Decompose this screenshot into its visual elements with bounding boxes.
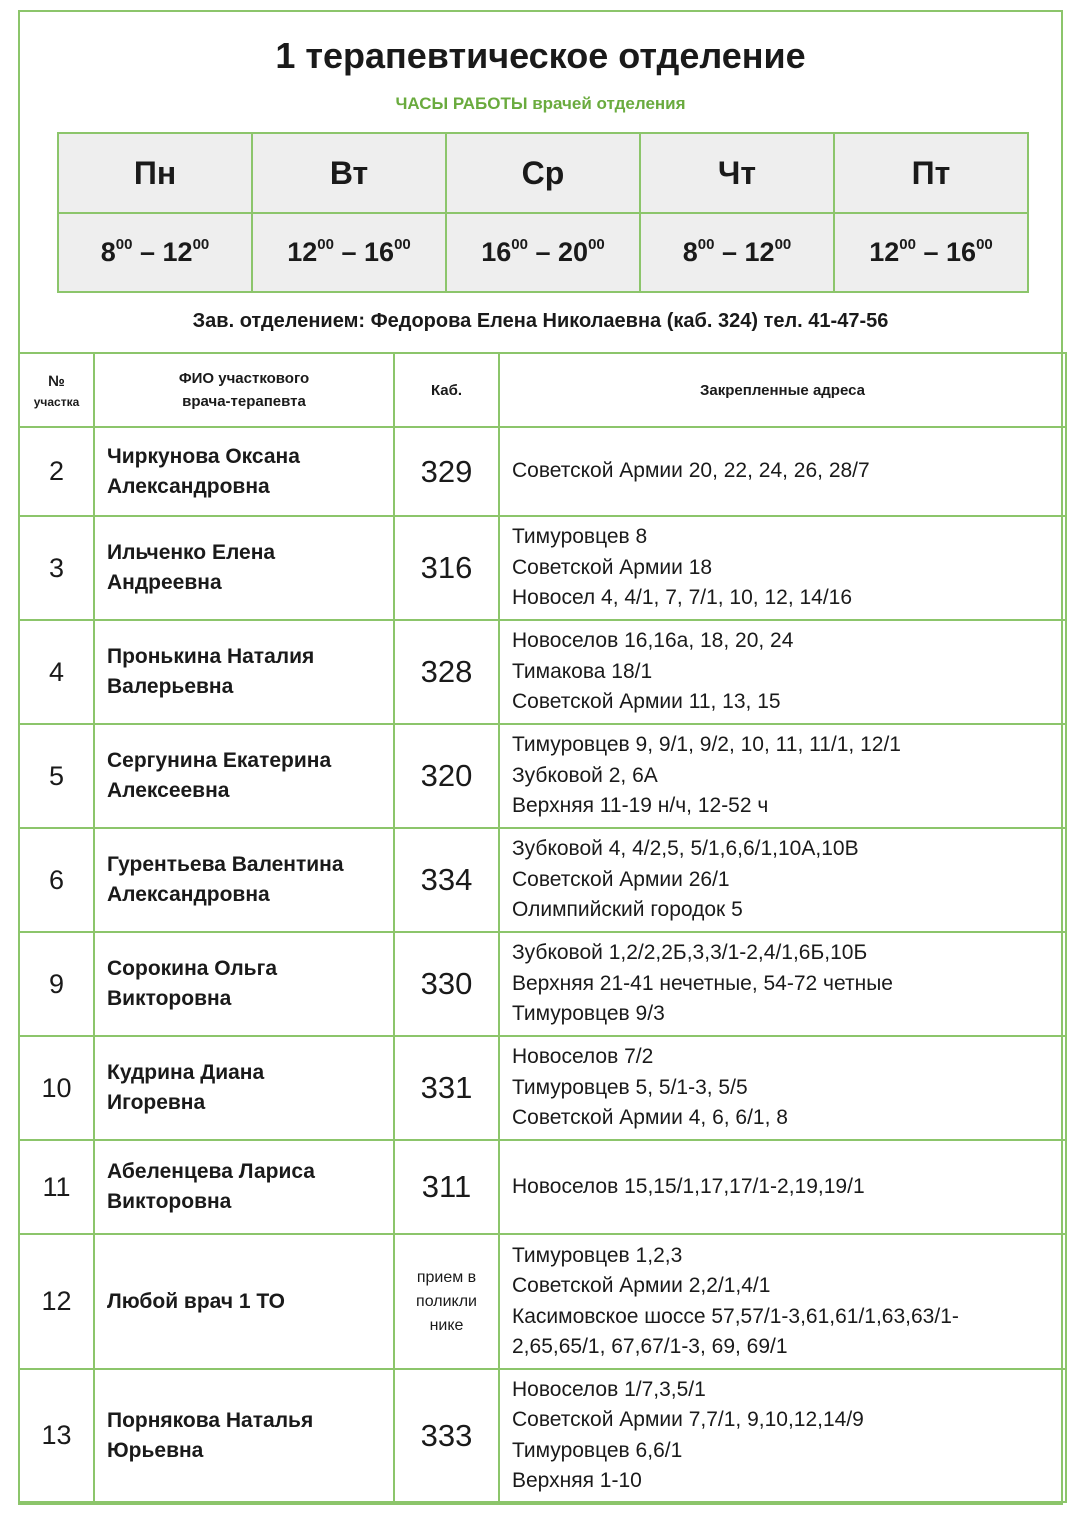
table-row [19,724,1066,828]
cabinet-number: 316 [394,516,499,620]
assigned-addresses: Тимуровцев 1,2,3 Советской Армии 2,2/1,4/1 Касимовское шоссе 57,57/1-3,61,61/1,63,63/1-2,65,65/1, 67,67/1-3, 69, 69/1 [499,1234,1066,1369]
doctor-name: Сергунина Екатерина Алексеевна [94,724,394,828]
page-subtitle: ЧАСЫ РАБОТЫ врачей отделения [395,94,686,113]
days-row [58,133,1028,213]
cabinet-number: 333 [394,1369,499,1502]
table-row [19,427,1066,516]
doctor-name: Абеленцева Лариса Викторовна [94,1140,394,1234]
column-header-num: № участка [19,353,94,427]
table-row [19,620,1066,724]
column-header-addresses: Закрепленные адреса [499,353,1066,427]
table-row [19,1036,1066,1140]
column-header-cab: Каб. [394,353,499,427]
assigned-addresses: Новоселов 15,15/1,17,17/1-2,19,19/1 [499,1140,1066,1234]
time-cell: $12^{00} - 16^{00}$ [252,213,446,292]
district-number: 13 [19,1369,94,1502]
district-number: 9 [19,932,94,1036]
doctor-name: Чиркунова Оксана Александровна [94,427,394,516]
assigned-addresses: Новоселов 1/7,3,5/1 Советской Армии 7,7/1, 9,10,12,14/9 Тимуровцев 6,6/1 Верхняя 1-10 [499,1369,1066,1502]
table-row [19,932,1066,1036]
cabinet-number: 334 [394,828,499,932]
times-row [58,213,1028,292]
cabinet-number: 320 [394,724,499,828]
page-title: 1 терапевтическое отделение [275,35,806,76]
district-number: 12 [19,1234,94,1369]
table-row [19,1140,1066,1234]
doctor-name: Ильченко Елена Андреевна [94,516,394,620]
cabinet-number: 331 [394,1036,499,1140]
time-cell: $16^{00} - 20^{00}$ [446,213,640,292]
cabinet-number: 311 [394,1140,499,1234]
table-row [19,516,1066,620]
doctor-name: Кудрина Диана Игоревна [94,1036,394,1140]
time-cell: $12^{00} - 16^{00}$ [834,213,1028,292]
cabinet-number [394,1234,499,1369]
table-header-row [19,353,1066,427]
table-row [19,1369,1066,1502]
doctor-name: Гурентьева Валентина Александровна [94,828,394,932]
assigned-addresses: Тимуровцев 9, 9/1, 9/2, 10, 11, 11/1, 12/1 Зубковой 2, 6А Верхняя 11-19 н/ч, 12-52 ч [499,724,1066,828]
doctor-name: Сорокина Ольга Викторовна [94,932,394,1036]
page-frame [18,10,1063,1505]
day-cell: Чт [640,133,834,213]
district-number: 4 [19,620,94,724]
district-number: 11 [19,1140,94,1234]
assigned-addresses: Новоселов 16,16а, 18, 20, 24 Тимакова 18/1 Советской Армии 11, 13, 15 [499,620,1066,724]
district-number: 10 [19,1036,94,1140]
district-number: 3 [19,516,94,620]
time-cell: $8^{00} - 12^{00}$ [58,213,252,292]
day-cell: Вт [252,133,446,213]
table-row [19,828,1066,932]
district-number: 5 [19,724,94,828]
cabinet-number: 330 [394,932,499,1036]
district-number: 2 [19,427,94,516]
table-row [19,1234,1066,1369]
time-cell: $8^{00} - 12^{00}$ [640,213,834,292]
assigned-addresses: Советской Армии 20, 22, 24, 26, 28/7 [499,427,1066,516]
assigned-addresses: Тимуровцев 8 Советской Армии 18 Новосел 4, 4/1, 7, 7/1, 10, 12, 14/16 [499,516,1066,620]
assigned-addresses: Новоселов 7/2 Тимуровцев 5, 5/1-3, 5/5 Советской Армии 4, 6, 6/1, 8 [499,1036,1066,1140]
column-header-fio: ФИО участкового врача-терапевта [94,353,394,427]
doctor-name: Пронькина Наталия Валерьевна [94,620,394,724]
doctors-table [18,352,1067,1503]
assigned-addresses: Зубковой 4, 4/2,5, 5/1,6,6/1,10А,10В Советской Армии 26/1 Олимпийский городок 5 [499,828,1066,932]
day-cell: Пн [58,133,252,213]
head-of-department: Зав. отделением: Федорова Елена Николаевна (каб. 324) тел. 41-47-56 [192,310,889,332]
day-cell: Пт [834,133,1028,213]
district-number: 6 [19,828,94,932]
working-hours-table [57,132,1029,293]
assigned-addresses: Зубковой 1,2/2,2Б,3,3/1-2,4/1,6Б,10Б Верхняя 21-41 нечетные, 54-72 четные Тимуровцев 9/3 [499,932,1066,1036]
doctor-name: Порнякова Наталья Юрьевна [94,1369,394,1502]
doctor-name: Любой врач 1 ТО [94,1234,394,1369]
cabinet-note: прием в поликли нике [416,1268,477,1334]
cabinet-number: 328 [394,620,499,724]
day-cell: Ср [446,133,640,213]
cabinet-number: 329 [394,427,499,516]
